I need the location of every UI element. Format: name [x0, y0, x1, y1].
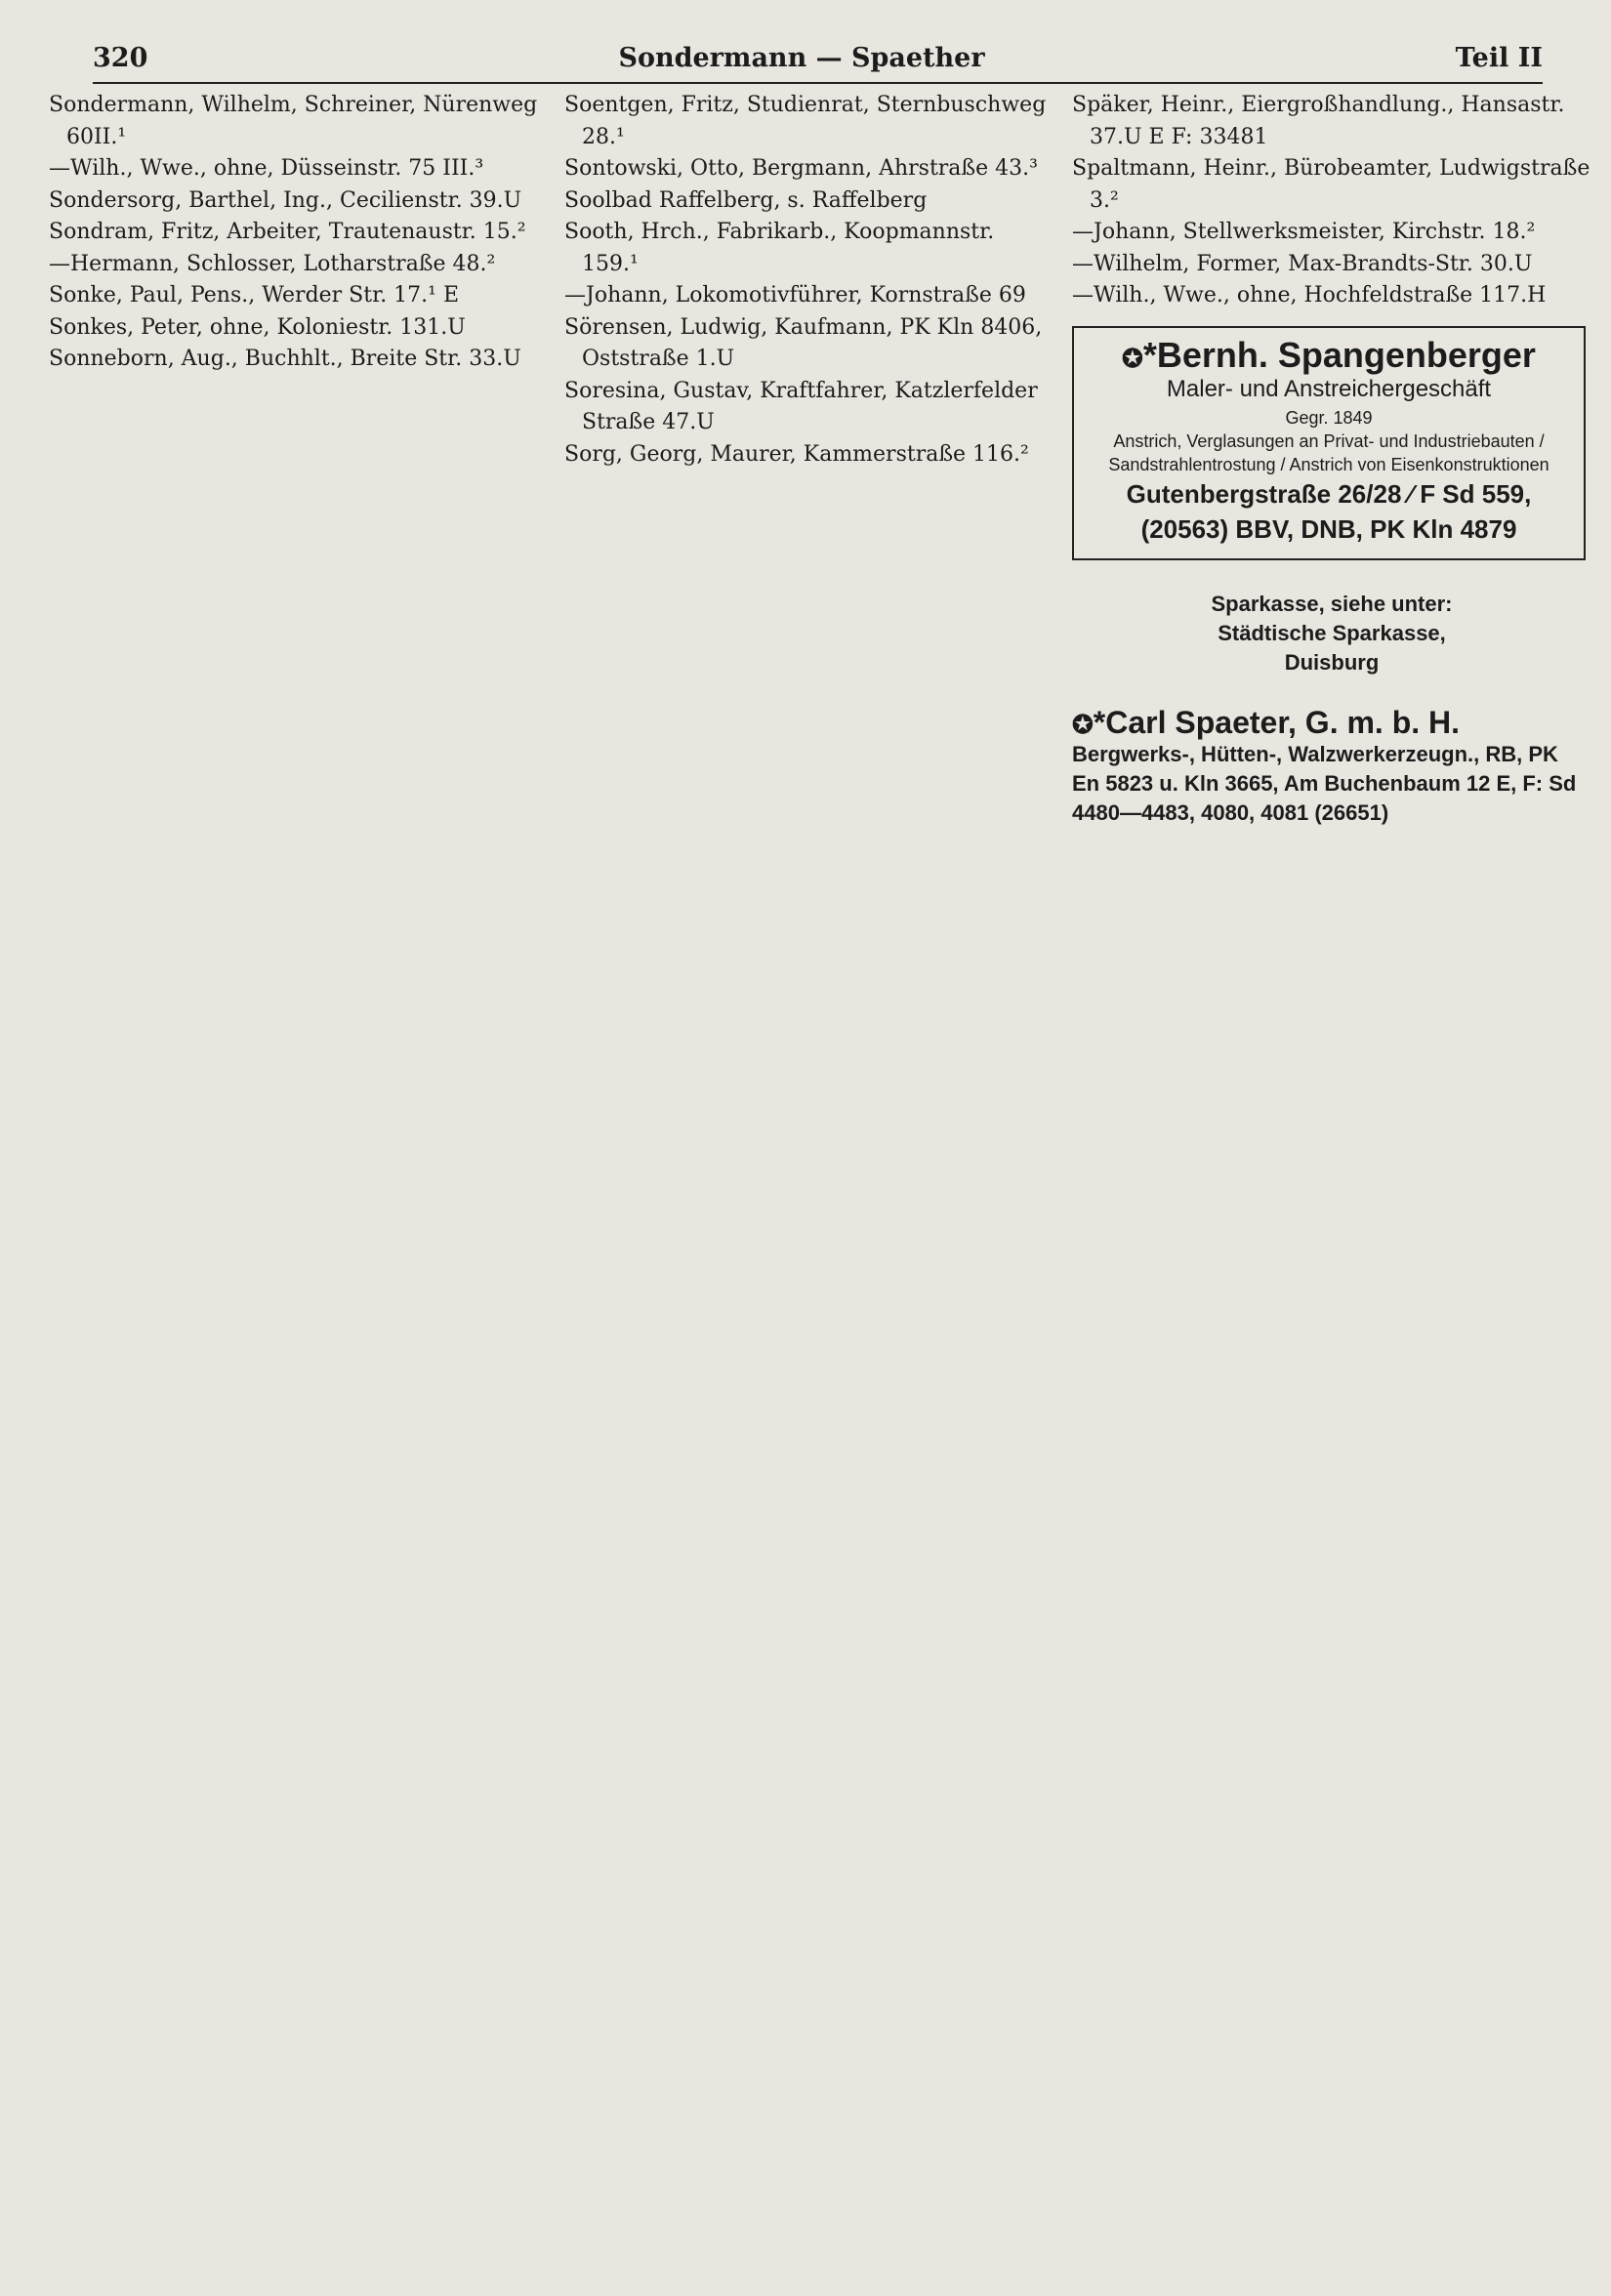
- directory-entry: Sorg, Georg, Maurer, Kammerstraße 116.²: [564, 441, 1029, 467]
- directory-entry: Sondermann, Wilhelm, Schreiner, Nürenweg 60II.¹: [49, 93, 538, 149]
- ad-company-name: *Bernh. Spangenberger: [1142, 334, 1536, 375]
- directory-entry: Späker, Heinr., Eiergroßhandlung., Hansastr. 37.U E F: 33481: [1072, 93, 1565, 149]
- directory-entry: Sontowski, Otto, Bergmann, Ahrstraße 43.³: [564, 156, 1038, 181]
- part-label: Teil II: [1455, 43, 1543, 73]
- directory-entry: Soentgen, Fritz, Studienrat, Sternbuschweg 28.¹: [564, 93, 1047, 149]
- directory-entry: Sonneborn, Aug., Buchhlt., Breite Str. 33.U: [49, 347, 521, 371]
- directory-entry: Sonke, Paul, Pens., Werder Str. 17.¹ E: [49, 283, 460, 308]
- directory-entry: —Johann, Stellwerksmeister, Kirchstr. 18.²: [1072, 220, 1536, 244]
- page-header: [93, 43, 1543, 84]
- notice-line: Sparkasse, siehe unter:: [1211, 591, 1453, 616]
- column-2: [564, 90, 1057, 2257]
- directory-entry: —Wilh., Wwe., ohne, Hochfeldstraße 117.H: [1072, 283, 1547, 308]
- notice-line: Duisburg: [1284, 649, 1380, 675]
- directory-entry: Sonkes, Peter, ohne, Koloniestr. 131.U: [49, 314, 466, 340]
- ad-address: Gutenbergstraße 26/28 ⁄ F Sd 559,: [1126, 478, 1532, 509]
- page-number: 320: [93, 43, 148, 73]
- ad-banks: (20563) BBV, DNB, PK Kln 4879: [1140, 513, 1517, 544]
- directory-entry: —Wilh., Wwe., ohne, Düsseinstr. 75 III.³: [49, 156, 484, 181]
- directory-entry: —Wilhelm, Former, Max-Brandts-Str. 30.U: [1072, 251, 1533, 276]
- directory-entry: Soolbad Raffelberg, s. Raffelberg: [564, 187, 928, 213]
- directory-entry: Spaltmann, Heinr., Bürobeamter, Ludwigstraße 3.²: [1072, 156, 1590, 213]
- column-1: [49, 90, 552, 2257]
- sparkasse-notice: [1072, 590, 1591, 677]
- running-title: Sondermann — Spaether: [618, 43, 985, 73]
- directory-entry: Sondersorg, Barthel, Ing., Cecilienstr. 39.U: [49, 187, 522, 213]
- notice-line: Städtische Sparkasse,: [1218, 620, 1446, 645]
- directory-entry: Sooth, Hrch., Fabrikarb., Koopmannstr. 159.¹: [564, 220, 995, 276]
- directory-entry: —Hermann, Schlosser, Lotharstraße 48.²: [49, 251, 496, 276]
- spangenberger-advertisement: [1072, 326, 1586, 560]
- ad-company-name: *Carl Spaeter, G. m. b. H.: [1093, 704, 1461, 740]
- column-3: [1072, 90, 1591, 2257]
- ad-services: Anstrich, Verglasungen an Privat- und Industriebauten / Sandstrahlentrostung / Anstrich von Eisenkonstruktionen: [1108, 430, 1549, 474]
- directory-entry: Sörensen, Ludwig, Kaufmann, PK Kln 8406, Oststraße 1.U: [564, 314, 1043, 371]
- directory-entry: Sondram, Fritz, Arbeiter, Trautenaustr. 15.²: [49, 220, 526, 244]
- company-marker-icon: ✪: [1072, 709, 1094, 739]
- company-marker-icon: ✪: [1122, 343, 1143, 373]
- ad-trade: Maler- und Anstreichergeschäft: [1166, 376, 1492, 402]
- directory-entry: —Johann, Lokomotivführer, Kornstraße 69: [564, 283, 1026, 308]
- spaeter-advertisement: [1072, 704, 1591, 829]
- ad-founded: Gegr. 1849: [1285, 407, 1373, 428]
- directory-entry: Soresina, Gustav, Kraftfahrer, Katzlerfelder Straße 47.U: [564, 378, 1038, 434]
- ad-body: Bergwerks-, Hütten-, Walzwerkerzeugn., RB, PK En 5823 u. Kln 3665, Am Buchenbaum 12 E, F: Sd 4480—4483, 4080, 4081 (26651): [1072, 742, 1577, 825]
